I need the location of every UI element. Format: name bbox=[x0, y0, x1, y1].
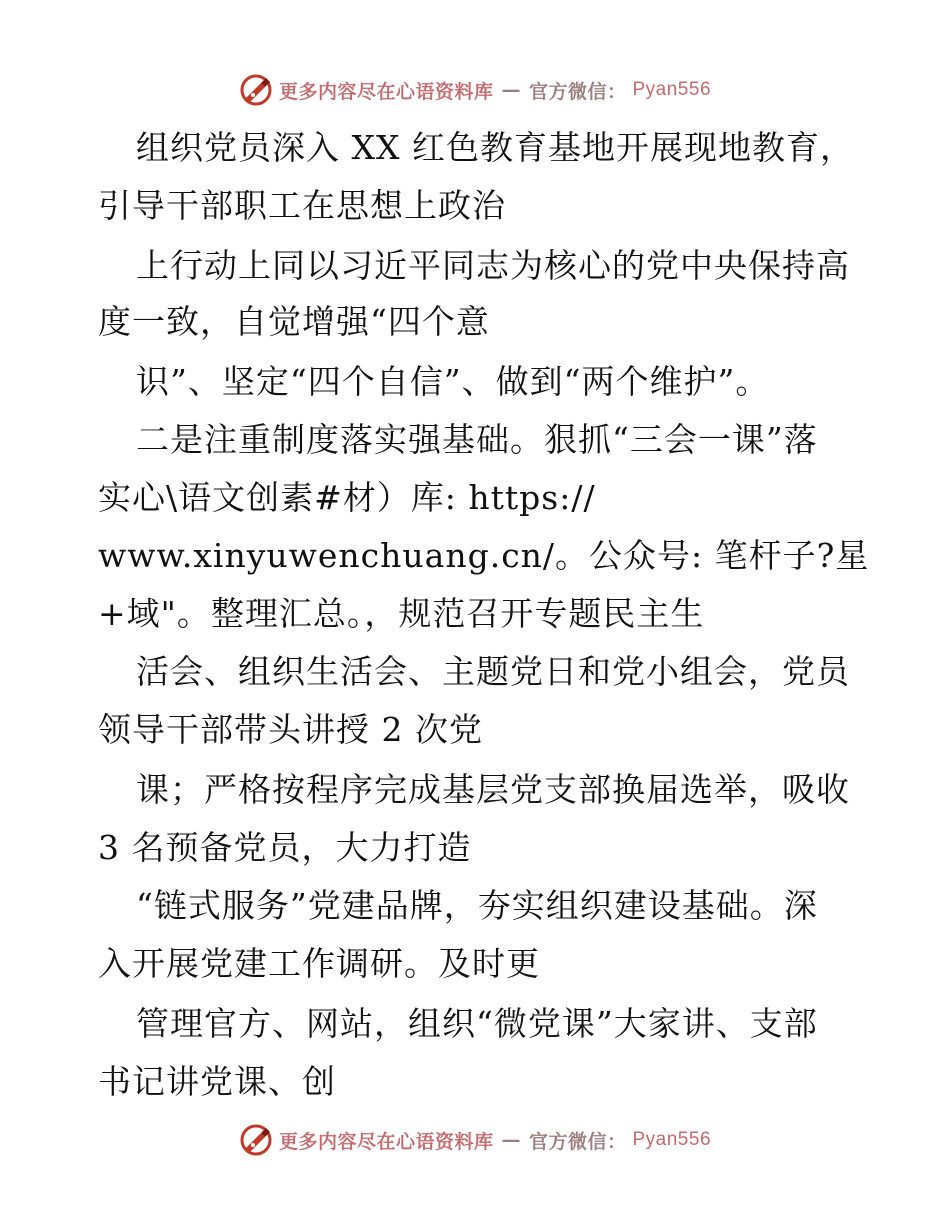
body-line: 管理官方、网站，组织“微党课”大家讲、支部 bbox=[136, 1004, 818, 1043]
body-line: 活会、组织生活会、主题党日和党小组会，党员 bbox=[136, 652, 850, 691]
body-line: www.xinyuwenchuang.cn/。公众号: 笔杆子?星 bbox=[98, 536, 870, 575]
footer-banner-separator: — bbox=[501, 1129, 521, 1151]
pen-nib-logo-icon bbox=[239, 1123, 273, 1157]
footer-banner-wechat-id: Pyan556 bbox=[632, 1129, 712, 1150]
header-banner-separator: — bbox=[501, 79, 521, 101]
body-line: 实心\语文创素#材）库: https:// bbox=[98, 478, 596, 517]
body-line: 入开展党建工作调研。及时更 bbox=[98, 944, 540, 983]
footer-banner-wechat-label: 官方微信： bbox=[528, 1130, 627, 1153]
header-banner-title: 更多内容尽在心语资料库 bbox=[278, 80, 494, 103]
body-line: 度一致，自觉增强“四个意 bbox=[98, 302, 490, 341]
header-banner bbox=[0, 68, 950, 112]
body-line: 3 名预备党员，大力打造 bbox=[98, 828, 472, 867]
body-line: 引导干部职工在思想上政治 bbox=[98, 186, 506, 225]
body-line: 识”、坚定“四个自信”、做到“两个维护”。 bbox=[136, 362, 770, 401]
body-line: 书记讲党课、创 bbox=[98, 1062, 336, 1101]
body-line: “链式服务”党建品牌，夯实组织建设基础。深 bbox=[136, 886, 818, 925]
body-line: 组织党员深入 XX 红色教育基地开展现地教育， bbox=[136, 128, 854, 167]
footer-banner-title: 更多内容尽在心语资料库 bbox=[278, 1130, 494, 1153]
footer-banner bbox=[0, 1118, 950, 1162]
header-banner-inner bbox=[239, 73, 711, 107]
body-line: 课；严格按程序完成基层党支部换届选举，吸收 bbox=[136, 770, 850, 809]
header-banner-wechat-id: Pyan556 bbox=[632, 79, 712, 100]
body-line: +域"。整理汇总。，规范召开专题民主生 bbox=[98, 594, 705, 633]
footer-banner-inner bbox=[239, 1123, 711, 1157]
header-banner-wechat-label: 官方微信： bbox=[528, 80, 627, 103]
body-line: 领导干部带头讲授 2 次党 bbox=[98, 710, 483, 749]
body-line: 上行动上同以习近平同志为核心的党中央保持高 bbox=[136, 246, 850, 285]
pen-nib-logo-icon bbox=[239, 73, 273, 107]
body-line: 二是注重制度落实强基础。狠抓“三会一课”落 bbox=[136, 420, 818, 459]
